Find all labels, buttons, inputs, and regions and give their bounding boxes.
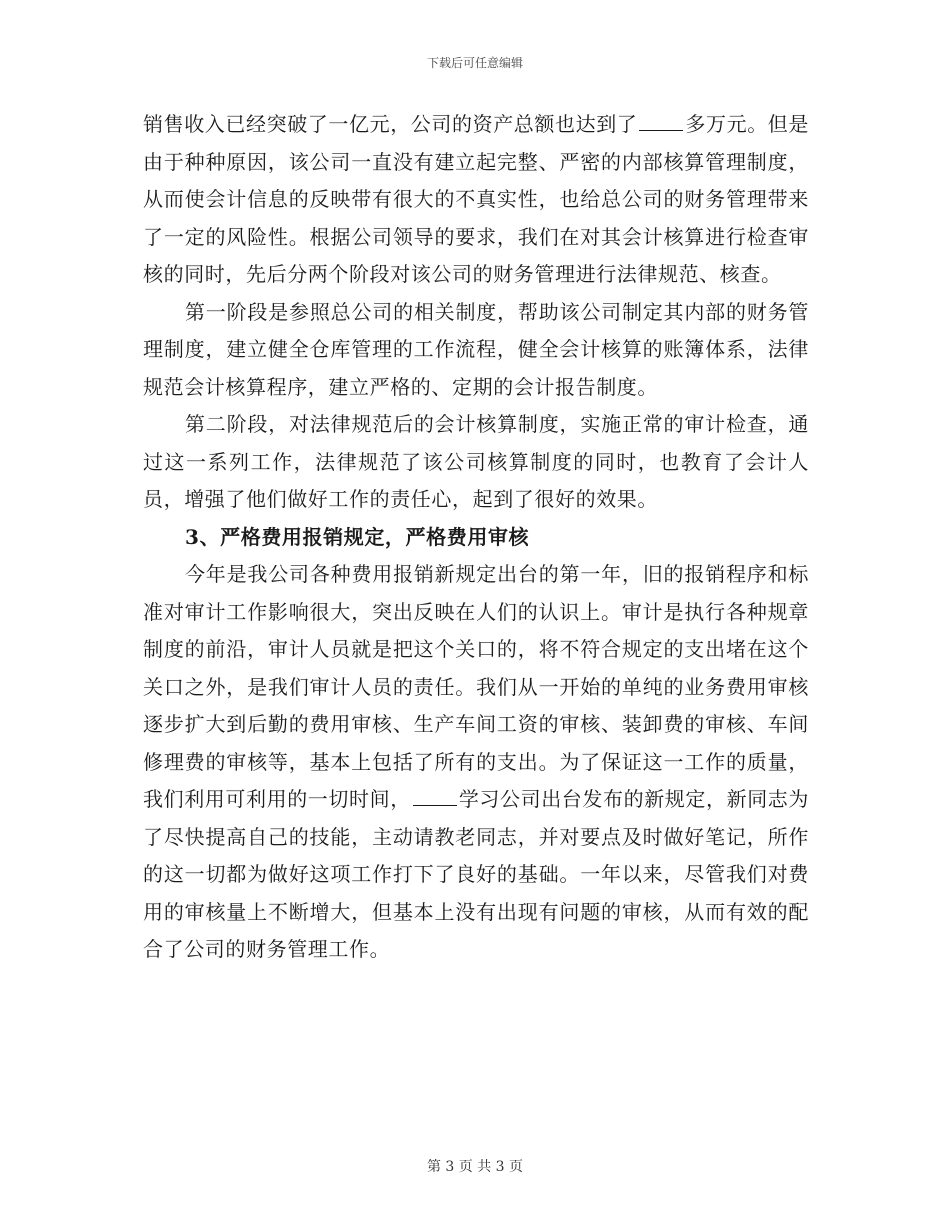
- paragraph-1-part-b: 多万元。但是由于种种原因，该公司一直没有建立起完整、严密的内部核算管理制度，从而使会计信息的反映带有很大的不真实性，也给总公司的财务管理带来了一定的风险性。根据公司领导的要求，我们在对其会计核算进行检查审核的同时，先后分两个阶段对该公司的财务管理进行法律规范、核查。: [143, 112, 810, 286]
- paragraph-3: 第二阶段，对法律规范后的会计核算制度，实施正常的审计检查，通过这一系列工作，法律规范了该公司核算制度的同时，也教育了会计人员，增强了他们做好工作的责任心，起到了很好的效果。: [143, 412, 809, 511]
- paragraph-2: 第一阶段是参照总公司的相关制度，帮助该公司制定其内部的财务管理制度，建立健全仓库管理的工作流程，健全会计核算的账簿体系，法律规范会计核算程序，建立严格的、定期的会计报告制度。: [143, 299, 809, 399]
- paragraph-4: [143, 556, 809, 969]
- page-header: 下载后可任意编辑: [426, 56, 523, 70]
- paragraph-4-part-b: 学习公司出台发布的新规定，新同志为了尽快提高自己的技能，主动请教老同志，并对要点及时做好笔记，所作的这一切都为做好这项工作打下了良好的基础。一年以来，尽管我们对费用的审核量上不断增大，但基本上没有出现有问题的审核，从而有效的配合了公司的财务管理工作。: [143, 787, 810, 961]
- paragraph-4-part-a: 今年是我公司各种费用报销新规定出台的第一年，旧的报销程序和标准对审计工作影响很大，突出反映在人们的认识上。审计是执行各种规章制度的前沿，审计人员就是把这个关口的，将不符合规定的支出堵在这个关口之外，是我们审计人员的责任。我们从一开始的单纯的业务费用审核逐步扩大到后勤的费用审核、生产车间工资的审核、装卸费的审核、车间修理费的审核等，基本上包括了所有的支出。为了保证这一工作的质量，我们利用可利用的一切时间，: [143, 562, 809, 811]
- fill-in-blank: [639, 112, 683, 131]
- section-heading: 3、严格费用报销规定，严格费用审核: [185, 524, 530, 549]
- paragraph-1: [143, 106, 809, 294]
- fill-in-blank: [413, 787, 457, 806]
- paragraph-1-part-a: 销售收入已经突破了一亿元，公司的资产总额也达到了: [143, 112, 638, 136]
- document-body: [143, 106, 809, 969]
- page-footer: 第 3 页 共 3 页: [426, 1159, 524, 1175]
